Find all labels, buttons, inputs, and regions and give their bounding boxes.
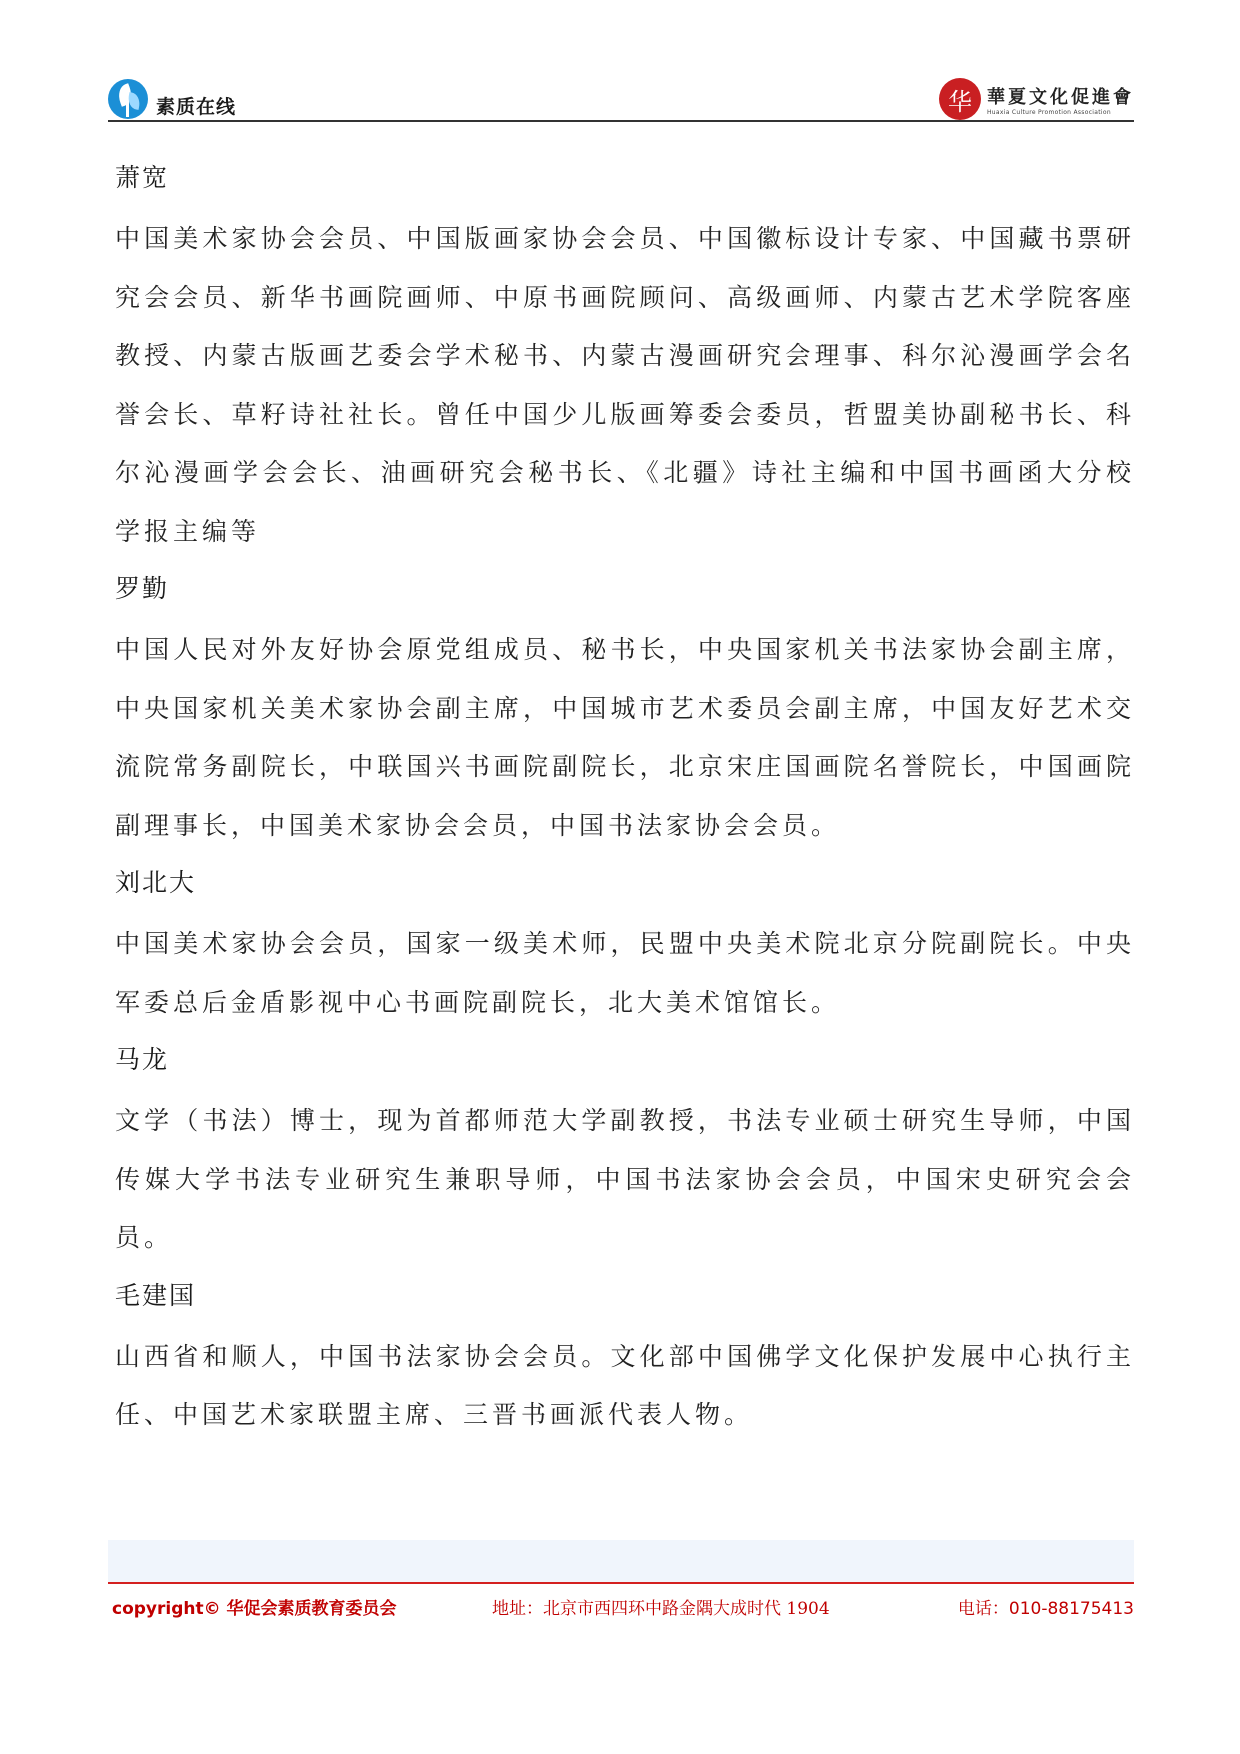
person-entry [115, 867, 1135, 1032]
association-seal-icon: 华 [939, 78, 981, 120]
person-entry [115, 1280, 1135, 1445]
person-bio: 中国美术家协会会员，国家一级美术师，民盟中央美术院北京分院副院长。中央军委总后金盾影视中心书画院副院长，北大美术馆馆长。 [115, 929, 1135, 1017]
person-bio: 文学（书法）博士，现为首都师范大学副教授，书法专业硕士研究生导师，中国传媒大学书法专业研究生兼职导师，中国书法家协会会员，中国宋史研究会会员。 [115, 1106, 1135, 1252]
person-bio: 中国人民对外友好协会原党组成员、秘书长，中央国家机关书法家协会副主席，中央国家机关美术家协会副主席，中国城市艺术委员会副主席，中国友好艺术交流院常务副院长，中联国兴书画院副院长，北京宋庄国画院名誉院长，中国画院副理事长，中国美术家协会会员，中国书法家协会会员。 [115, 635, 1135, 840]
person-bio: 中国美术家协会会员、中国版画家协会会员、中国徽标设计专家、中国藏书票研究会会员、新华书画院画师、中原书画院顾问、高级画师、内蒙古艺术学院客座教授、内蒙古版画艺委会学术秘书、内蒙古漫画研究会理事、科尔沁漫画学会名誉会长、草籽诗社社长。曾任中国少儿版画筹委会委员，哲盟美协副秘书长、科尔沁漫画学会会长、油画研究会秘书长、《北疆》诗社主编和中国书画函大分校学报主编等 [115, 224, 1135, 546]
footer-phone: 电话：010-88175413 [957, 1599, 1134, 1619]
person-name: 萧宽 [115, 163, 170, 192]
footer-band [108, 1540, 1134, 1582]
suzhi-online-logo[interactable] [108, 76, 236, 122]
header-divider [108, 120, 1134, 122]
biography-list [115, 150, 1135, 1449]
association-name-en: Huaxia Culture Promotion Association [987, 108, 1111, 116]
page-footer [112, 1594, 1134, 1628]
association-name-cn: 華夏文化促進會 [987, 86, 1134, 108]
huaxia-association-logo[interactable] [939, 74, 1134, 124]
person-name: 罗勤 [115, 574, 170, 603]
footer-address: 地址：北京市西四环中路金隅大成时代 1904 [492, 1599, 830, 1619]
person-entry [115, 573, 1135, 855]
person-name: 毛建国 [115, 1280, 197, 1310]
logo-left-text: 素质在线 [156, 95, 237, 118]
footer-copyright: copyright© 华促会素质教育委员会 [112, 1599, 397, 1619]
person-bio: 山西省和顺人，中国书法家协会会员。文化部中国佛学文化保护发展中心执行主任、中国艺术家联盟主席、三晋书画派代表人物。 [115, 1341, 1135, 1429]
person-name: 刘北大 [115, 868, 197, 897]
footer-divider [108, 1582, 1134, 1584]
person-name: 马龙 [115, 1045, 170, 1074]
person-entry [115, 1044, 1135, 1268]
person-entry [115, 162, 1135, 561]
sprout-logo-icon [108, 79, 148, 119]
